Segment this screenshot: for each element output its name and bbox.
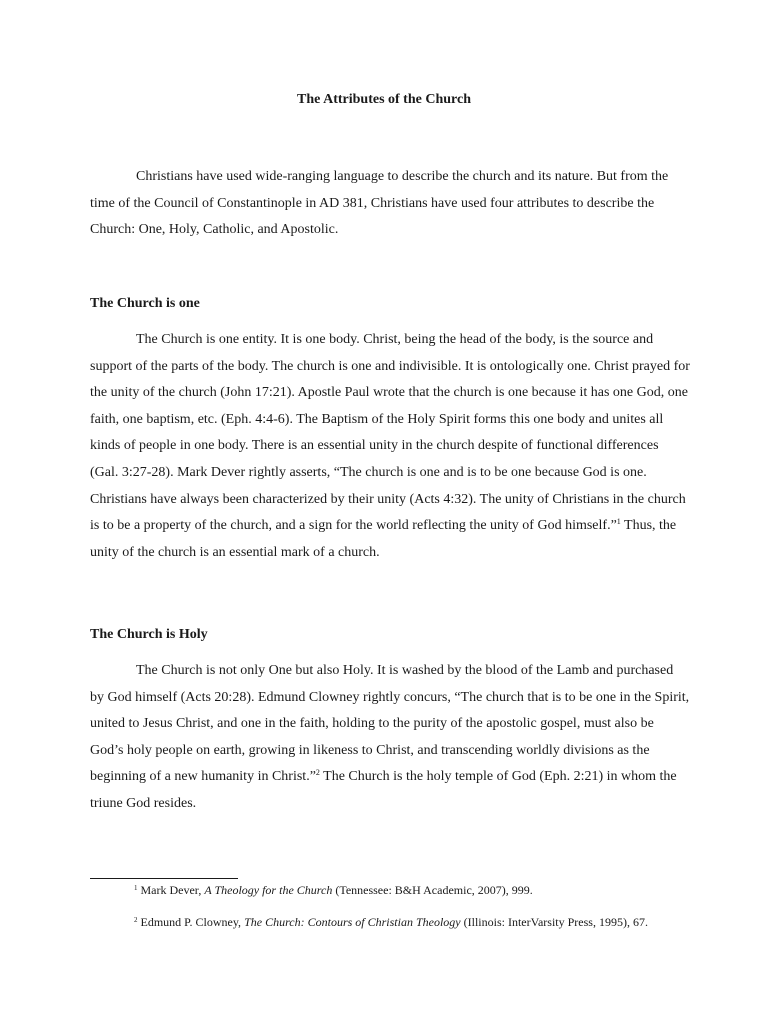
footnote-ref-1: 1 [616,517,621,527]
footnote-separator [90,878,238,879]
footnote-author-1: Mark Dever, [140,883,205,897]
footnote-2 [134,915,648,930]
section-holy-text: The Church is not only One but also Holy. It is washed by the blood of the Lamb and purchased by God himself (Acts 20:28). Edmund Clowney rightly concurs, “The church that is to be one in the Spirit, united to Jesus Christ, and one in the faith, holding to the purity of the apostolic gospel, must also be God’s holy people on earth, growing in likeness to Christ, and transcending worldly divisions as the beginning of a new humanity in Christ.” [90,663,690,785]
section-heading-holy: The Church is Holy [90,627,208,642]
document-title: The Attributes of the Church [297,92,471,107]
footnote-author-2: Edmund P. Clowney, [140,915,245,929]
section-one-text: The Church is one entity. It is one body. Christ, being the head of the body, is the source and support of the parts of the body. The church is one and indivisible. It is ontologically one. Christ prayed for the unity of the church (John 17:21). Apostle Paul wrote that the church is one because it has one God, one faith, one baptism, etc. (Eph. 4:4-6). The Baptism of the Holy Spirit forms this one body and unites all kinds of people in one body. There is an essential unity in the church despite of functional differences (Gal. 3:27-28). Mark Dever rightly asserts, “The church is one and is to be one because God is one. Christians have always been characterized by their unity (Acts 4:32). The unity of Christians in the church is to be a property of the church, and a sign for the world reflecting the unity of God himself.” [90,332,690,534]
footnote-number-2: 2 [134,916,138,924]
footnote-publication-2: (Illinois: InterVarsity Press, 1995), 67. [460,915,648,929]
section-one-text-end: Thus, the unity of the church is an essential mark of a church. [90,518,677,560]
footnote-number-1: 1 [134,884,138,892]
section-heading-one: The Church is one [90,296,200,311]
footnote-publication-1: (Tennessee: B&H Academic, 2007), 999. [332,883,533,897]
footnote-1 [134,883,533,898]
section-holy-text-end: The Church is the holy temple of God (Eph. 2:21) in whom the triune God resides. [90,769,677,811]
footnote-ref-2: 2 [315,768,320,778]
section-one-paragraph [90,327,690,566]
section-holy-paragraph [90,658,690,818]
intro-paragraph [90,164,690,244]
intro-text: Christians have used wide-ranging language to describe the church and its nature. But from the time of the Council of Constantinople in AD 381, Christians have used four attributes to describe the Church: One, Holy, Catholic, and Apostolic. [90,169,669,238]
footnote-book-title-2: The Church: Contours of Christian Theology [244,915,461,929]
footnote-book-title-1: A Theology for the Church [204,883,333,897]
